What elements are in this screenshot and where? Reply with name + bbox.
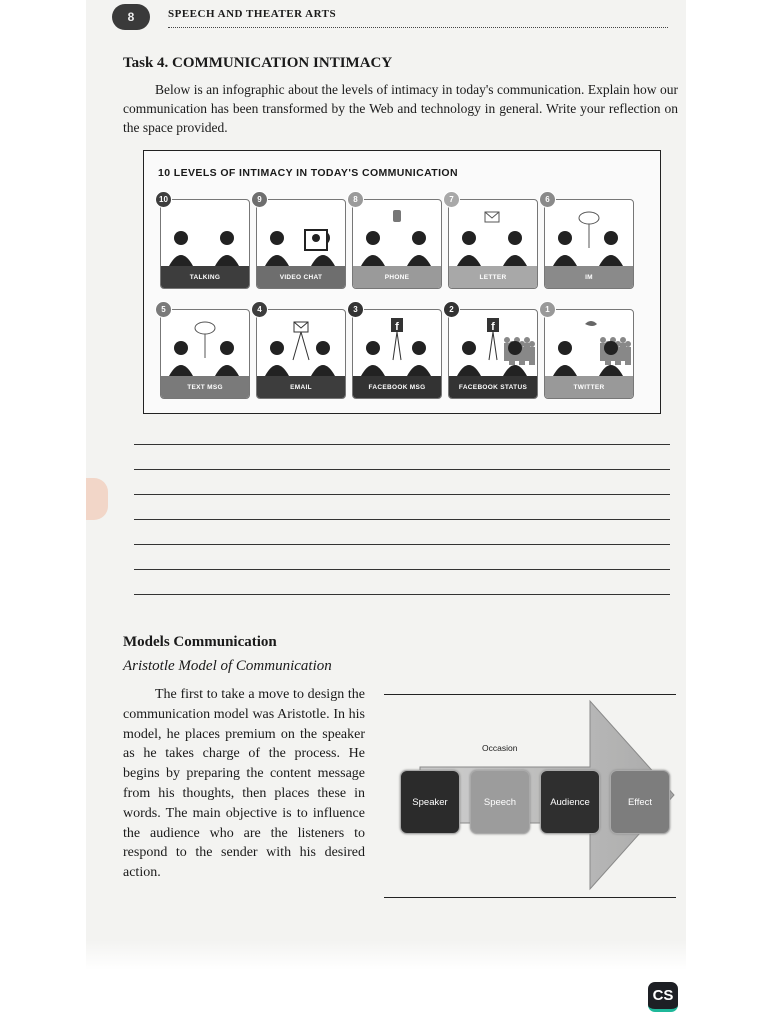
level-number-badge: 6	[539, 191, 556, 208]
intimacy-infographic	[143, 150, 661, 414]
audience-box	[540, 770, 600, 834]
task-instructions: Below is an infographic about the levels of intimacy in today's communication. Explain how our communication has been transformed by the Web and technology in general. Write your reflection on the space provided.	[123, 82, 678, 135]
camscanner-logo: CS	[648, 982, 678, 1012]
speaker-box	[400, 770, 460, 834]
level-number-badge: 2	[443, 301, 460, 318]
aristotle-paragraph: The first to take a move to design the communication model was Aristotle. In his model, he places premium on the speaker as he takes charge of the process. He begins by preparing the content message from his thoughts, then places these in words. The main objective is to influence the audience who are the listeners to respond to the sender with his desired action.	[123, 687, 365, 881]
reflection-line[interactable]	[134, 544, 670, 545]
reflection-line[interactable]	[134, 494, 670, 495]
step-label: Speech	[483, 796, 517, 808]
level-label: FACEBOOK MSG	[353, 376, 441, 398]
reflection-line[interactable]	[134, 594, 670, 595]
level-number-badge: 4	[251, 301, 268, 318]
intimacy-level-panel	[448, 309, 538, 399]
task-title: Task 4. COMMUNICATION INTIMACY	[123, 55, 393, 71]
level-number-badge: 1	[539, 301, 556, 318]
intimacy-level-panel	[256, 309, 346, 399]
level-label: TEXT MSG	[161, 376, 249, 398]
effect-box	[610, 770, 670, 834]
step-label: Speaker	[412, 796, 448, 808]
svg-text:f: f	[491, 321, 495, 333]
level-label: FACEBOOK STATUS	[449, 376, 537, 398]
speech-box	[470, 770, 530, 834]
level-label: TWITTER	[545, 376, 633, 398]
intimacy-level-panel	[352, 309, 442, 399]
header-dotted-rule	[168, 27, 668, 28]
step-label: Effect	[627, 796, 653, 808]
intimacy-level-panel	[544, 309, 634, 399]
intimacy-level-panel	[160, 309, 250, 399]
level-label: LETTER	[449, 266, 537, 288]
section-title: Models Communication	[123, 634, 277, 650]
section-subtitle: Aristotle Model of Communication	[123, 658, 332, 674]
level-number-badge: 7	[443, 191, 460, 208]
level-number-badge: 5	[155, 301, 172, 318]
reflection-line[interactable]	[134, 469, 670, 470]
aristotle-model-diagram	[384, 694, 676, 898]
reflection-line[interactable]	[134, 444, 670, 445]
level-label: IM	[545, 266, 633, 288]
level-number-badge: 10	[155, 191, 172, 208]
level-label: VIDEO CHAT	[257, 266, 345, 288]
svg-text:f: f	[395, 321, 399, 333]
intimacy-level-panel	[448, 199, 538, 289]
page-number-badge: 8	[112, 4, 150, 30]
intimacy-level-panel	[256, 199, 346, 289]
page-bottom-fade	[86, 940, 686, 970]
reflection-line[interactable]	[134, 569, 670, 570]
level-label: EMAIL	[257, 376, 345, 398]
step-label: Audience	[550, 796, 590, 808]
reflection-line[interactable]	[134, 519, 670, 520]
level-number-badge: 3	[347, 301, 364, 318]
finger-holding-page	[86, 478, 108, 520]
level-number-badge: 9	[251, 191, 268, 208]
intimacy-level-panel	[160, 199, 250, 289]
intimacy-level-panel	[352, 199, 442, 289]
intimacy-level-panel	[544, 199, 634, 289]
level-number-badge: 8	[347, 191, 364, 208]
level-label: PHONE	[353, 266, 441, 288]
level-label: TALKING	[161, 266, 249, 288]
infographic-title: 10 LEVELS OF INTIMACY IN TODAY'S COMMUNICATION	[158, 167, 458, 179]
running-head: SPEECH AND THEATER ARTS	[168, 8, 337, 20]
occasion-label: Occasion	[482, 743, 518, 753]
